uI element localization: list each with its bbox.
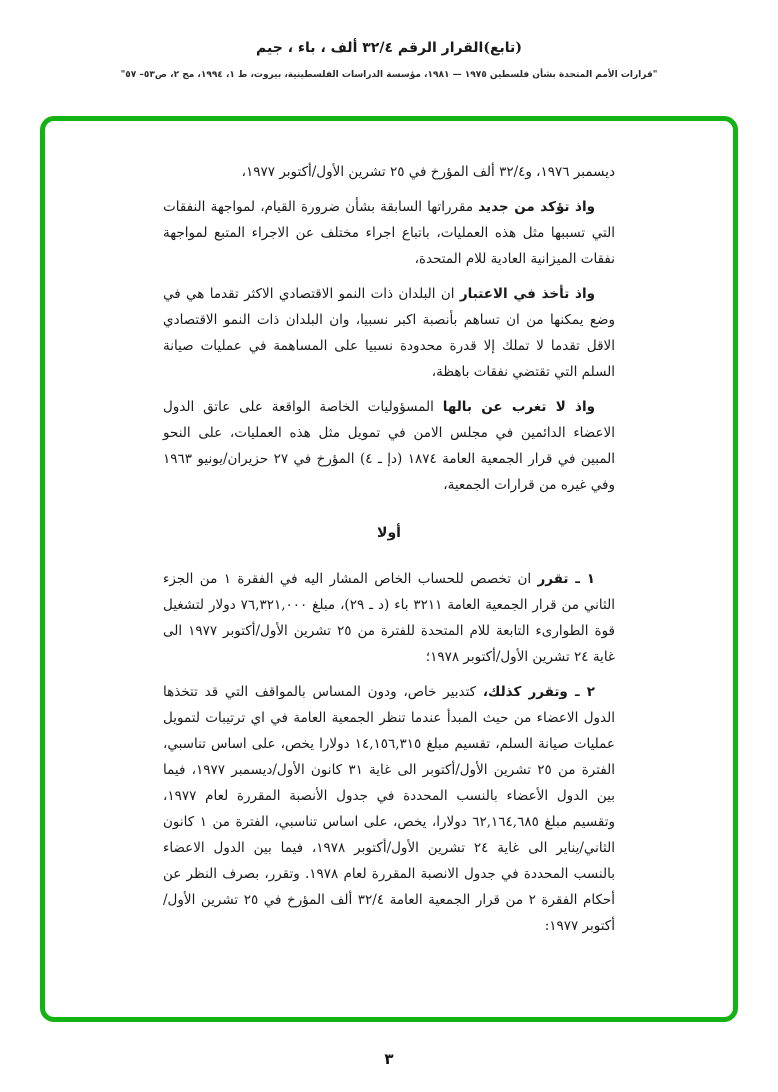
paragraph-operative-1 bbox=[163, 566, 615, 670]
paragraph-preamble bbox=[163, 281, 615, 385]
paragraph-preamble bbox=[163, 194, 615, 272]
paragraph-lead: ٢ ـ وتقرر كذلك، bbox=[482, 684, 595, 700]
section-heading: أولا bbox=[377, 525, 401, 541]
paragraph-lead: واذ لا تغرب عن بالها bbox=[442, 399, 595, 415]
paragraph-lead: واذ تأخذ في الاعتبار bbox=[459, 286, 595, 302]
paragraph-preamble bbox=[163, 394, 615, 498]
page-number: ٣ bbox=[384, 1050, 394, 1068]
citation-line: "قرارات الأمم المتحدة بشأن فلسطين ١٩٧٥ — ١٩٨١، مؤسسة الدراسات الفلسطينية، بيروت، ط ١، ١٩٩٤، مج ٢، ص٥٣– ٥٧" bbox=[120, 70, 658, 80]
green-border-frame bbox=[40, 116, 738, 1022]
paragraph-lead: ١ ـ تقرر bbox=[537, 571, 595, 587]
paragraph-text: مقرراتها السابقة بشأن ضرورة القيام، لمواجهة النفقات التي تسببها مثل هذه العمليات، باتباع اجراء مختلف عن الاجراء المتبع لمواجهة نفقات الميزانية العادية للام المتحدة، bbox=[163, 199, 615, 267]
document-body bbox=[163, 159, 615, 939]
paragraph-lead: واذ تؤكد من جديد bbox=[478, 199, 595, 215]
paragraph-text: ديسمبر ١٩٧٦، و٣٢/٤ ألف المؤرخ في ٢٥ تشرين الأول/أكتوبر ١٩٧٧، bbox=[241, 164, 615, 180]
paragraph-text: المسؤوليات الخاصة الواقعة على عاتق الدول الاعضاء الدائمين في مجلس الامن في تمويل مثل هذه العمليات، على النحو المبين في قرار الجمعية العامة ١٨٧٤ (دإ ـ ٤) المؤرخ في ٢٧ حزيران/يونيو ١٩٦٣ وفي غيره من قرارات الجمعية، bbox=[163, 399, 615, 493]
paragraph-text: كتدبير خاص، ودون المساس بالمواقف التي قد تتخذها الدول الاعضاء من حيث المبدأ عندما تنظر الجمعية العامة في اي ترتيبات لتمويل عمليات صيانة السلم، تقسيم مبلغ ١٤,١٥٦,٣١٥ دولارا يخص، على اساس تناسبي، الفترة من ٢٥ تشرين الأول/أكتوبر الى غاية ٣١ كانون الأول/ديسمبر ١٩٧٧، فيما بين الدول الأعضاء بالنسب المحددة في جدول الأنصبة المقررة لعام ١٩٧٧، وتقسيم مبلغ ٦٢,١٦٤,٦٨٥ دولارا، يخص، على اساس تناسبي، الفترة من ١ كانون الثاني/يناير الى غاية ٢٤ تشرين الأول/أكتوبر ١٩٧٨، فيما بين الدول الاعضاء بالنسب المحددة في جدول الانصبة المقررة لعام ١٩٧٨. وتقرر، بصرف النظر عن أحكام الفقرة ٢ من قرار الجمعية العامة ٣٢/٤ ألف المؤرخ في ٢٥ تشرين الأول/أكتوبر ١٩٧٧: bbox=[163, 684, 616, 934]
paragraph-text: ان البلدان ذات النمو الاقتصادي الاكثر تقدما هي في وضع يمكنها من ان تساهم بأنصبة اكبر نسبيا، وان البلدان ذات النمو الاقتصادي الاقل تقدما لا تملك إلا قدرة محدودة نسبيا على المساهمة في عمليات صيانة السلم التي تقتضي نفقات باهظة، bbox=[163, 286, 615, 380]
paragraph-operative-2 bbox=[163, 679, 615, 939]
paragraph-continuation bbox=[163, 159, 615, 185]
page-header bbox=[0, 40, 778, 80]
paragraph-text: ان تخصص للحساب الخاص المشار اليه في الفقرة ١ من الجزء الثاني من قرار الجمعية العامة ٣٢١١ باء (د ـ ٢٩)، مبلغ ٧٦,٣٢١,٠٠٠ دولار لتشغيل قوة الطوارىء التابعة للام المتحدة للفترة من ٢٥ تشرين الأول/أكتوبر ١٩٧٧ الى غاية ٢٤ تشرين الأول/أكتوبر ١٩٧٨؛ bbox=[163, 571, 615, 665]
document-title: (تابع)القرار الرقم ٣٢/٤ ألف ، باء ، جيم bbox=[256, 40, 522, 56]
